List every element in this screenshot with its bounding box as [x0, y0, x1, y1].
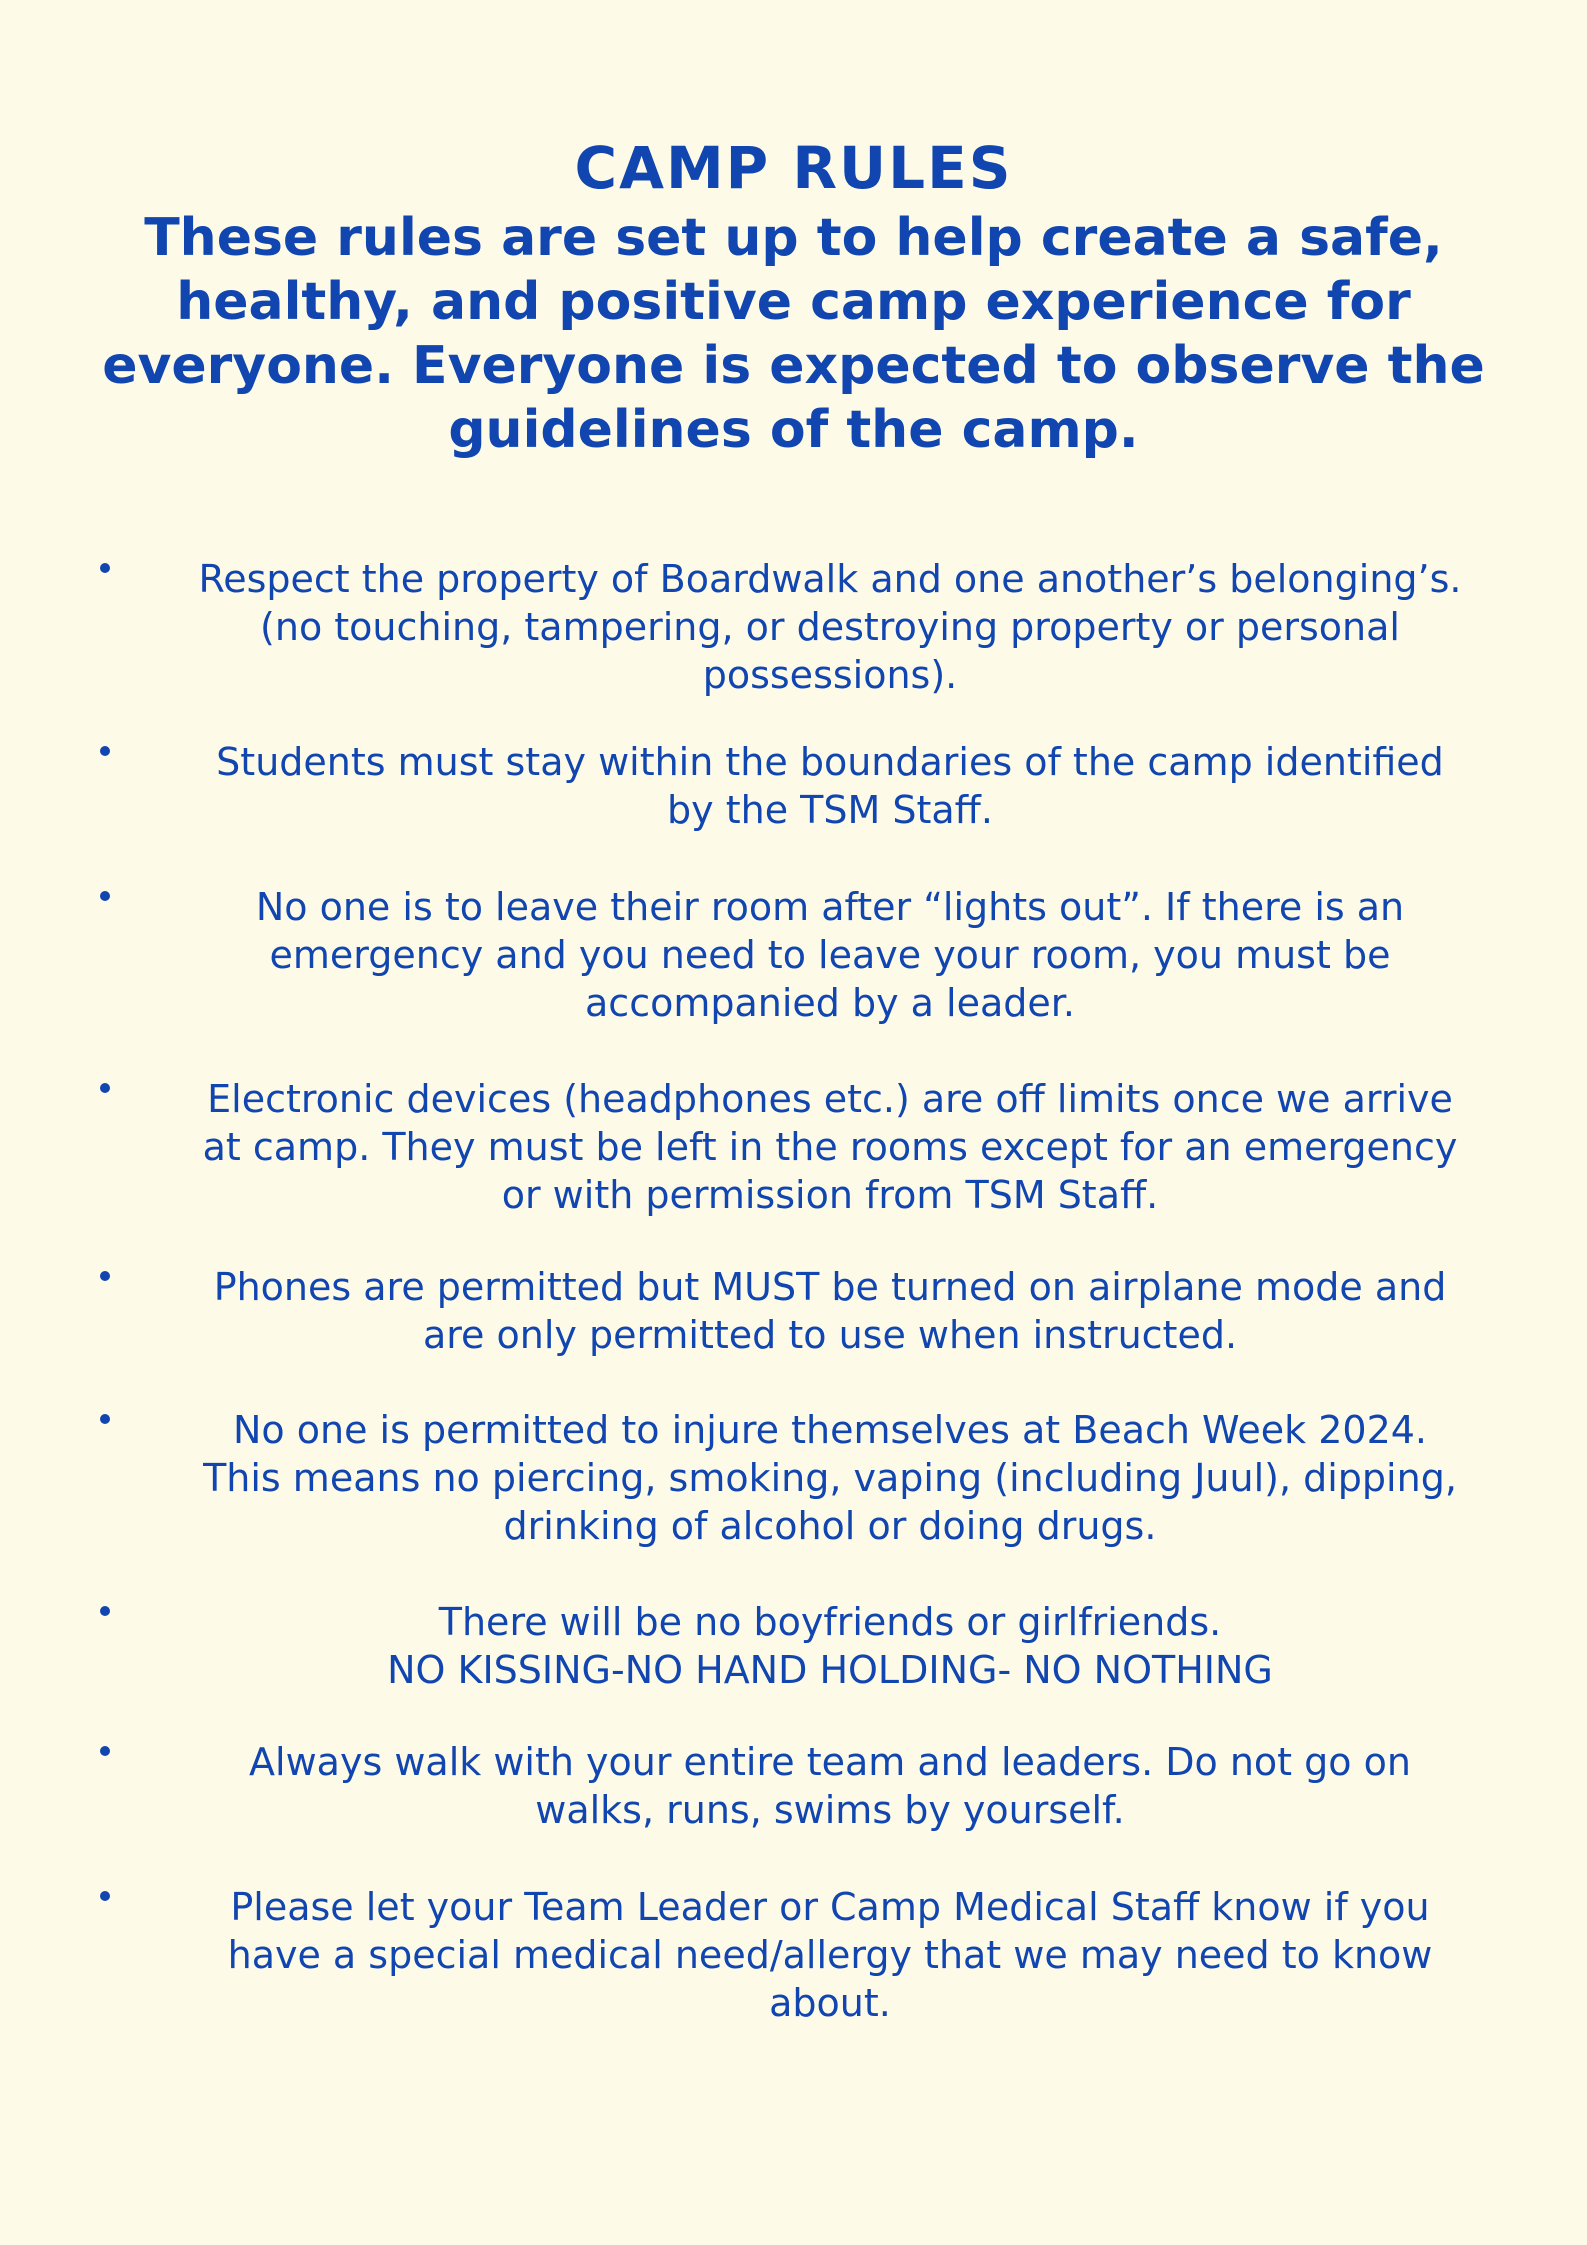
bullet-dot-icon [100, 1271, 110, 1281]
rule-text: There will be no boyfriends or girlfriends. NO KISSING-NO HAND HOLDING- NO NOTHING [387, 1600, 1273, 1692]
rule-text: Please let your Team Leader or Camp Medical Staff know if you have a special medical need/allergy that we may need to know about. [227, 1885, 1433, 2025]
rule-text: Phones are permitted but MUST be turned on airplane mode and are only permitted to use when instructed. [213, 1265, 1447, 1357]
bullet-dot-icon [100, 891, 110, 901]
rule-text: No one is permitted to injure themselves at Beach Week 2024. This means no piercing, smoking, vaping (including Juul), dipping, drinking of alcohol or doing drugs. [203, 1408, 1457, 1548]
rule-text: Always walk with your entire team and leaders. Do not go on walks, runs, swims by yourself. [249, 1740, 1411, 1832]
bullet-dot-icon [100, 1891, 110, 1901]
rule-text: Respect the property of Boardwalk and one another’s belonging’s. (no touching, tampering, or destroying property or personal possessions). [198, 557, 1462, 697]
rule-text: Electronic devices (headphones etc.) are off limits once we arrive at camp. They must be left in the rooms except for an emergency or with permission from TSM Staff. [202, 1077, 1458, 1217]
bullet-dot-icon [100, 746, 110, 756]
bullet-dot-icon [100, 563, 110, 573]
bullet-dot-icon [100, 1083, 110, 1093]
bullet-dot-icon [100, 1746, 110, 1756]
page-title: CAMP RULES [574, 134, 1013, 202]
rule-text: No one is to leave their room after “lights out”. If there is an emergency and you need to leave your room, you must be accompanied by a leader. [255, 885, 1405, 1025]
bullet-dot-icon [100, 1414, 110, 1424]
intro-paragraph: These rules are set up to help create a safe, healthy, and positive camp experience for everyone. Everyone is expected to observe the guidelines of the camp. [102, 208, 1485, 460]
bullet-dot-icon [100, 1606, 110, 1616]
rule-text: Students must stay within the boundaries of the camp identified by the TSM Staff. [216, 740, 1444, 832]
